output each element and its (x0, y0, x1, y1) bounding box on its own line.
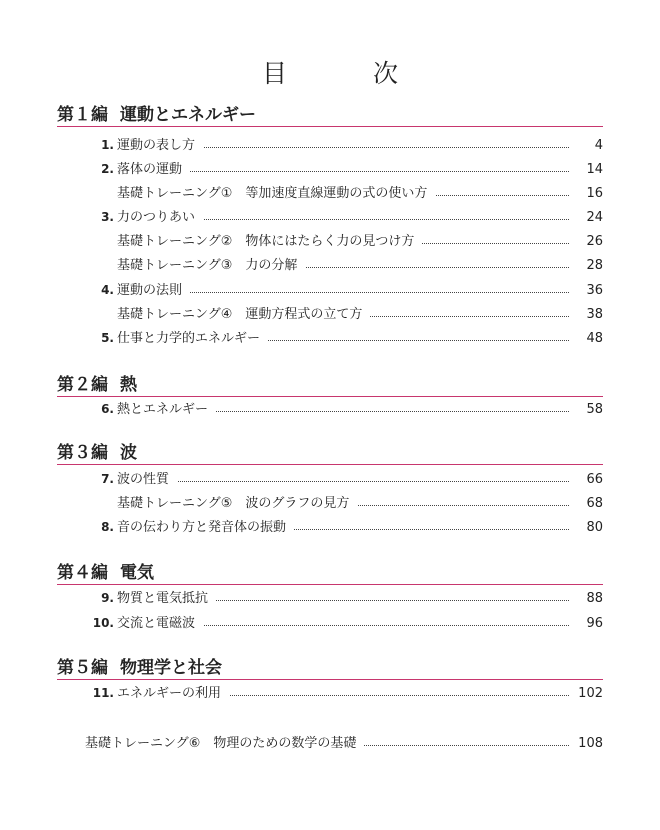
toc-entry[interactable] (90, 470, 603, 489)
toc-entry[interactable] (90, 329, 603, 348)
section-label: 第５編 (57, 658, 108, 678)
entry-number: 9. (101, 591, 114, 605)
entry-title: 落体の運動 (117, 160, 190, 179)
entry-title: 仕事と力学的エネルギー (117, 329, 268, 348)
entry-page: 96 (578, 614, 603, 633)
entry-title: 運動の表し方 (117, 136, 203, 155)
title-right: 次 (373, 59, 399, 88)
entry-title: 基礎トレーニング⑥ 物理のための数学の基礎 (85, 734, 364, 753)
entry-title: 力のつりあい (117, 208, 203, 227)
entry-number: 7. (101, 472, 114, 486)
section-name: 波 (120, 443, 137, 463)
toc-entry[interactable] (90, 305, 603, 324)
toc-appendix-entry[interactable] (85, 734, 603, 753)
section-label: 第３編 (57, 443, 108, 463)
entry-number: 8. (101, 520, 114, 534)
toc-entry[interactable] (90, 184, 603, 203)
section-header (57, 562, 603, 585)
entry-title: 基礎トレーニング② 物体にはたらく力の見つけ方 (117, 232, 422, 251)
toc-entry[interactable] (90, 136, 603, 155)
entry-title: 音の伝わり方と発音体の振動 (117, 518, 294, 537)
entry-number: 10. (92, 616, 114, 630)
entry-page: 26 (578, 232, 603, 251)
entry-page: 88 (578, 589, 603, 608)
toc-entry[interactable] (90, 614, 603, 633)
toc-entry[interactable] (90, 589, 603, 608)
entry-page: 38 (578, 305, 603, 324)
title-left: 目 (261, 59, 287, 88)
entry-page: 28 (578, 256, 603, 275)
dot-leader (130, 292, 569, 293)
entry-number: 11. (92, 686, 114, 700)
toc-entry[interactable] (90, 208, 603, 227)
section-name: 運動とエネルギー (120, 105, 256, 125)
entry-page: 24 (578, 208, 603, 227)
dot-leader (130, 171, 569, 172)
entry-page: 36 (578, 281, 603, 300)
entry-page: 66 (578, 470, 603, 489)
section-name: 熱 (120, 375, 137, 395)
toc-entry[interactable] (90, 400, 603, 419)
entry-title: 波の性質 (117, 470, 177, 489)
entry-page: 58 (578, 400, 603, 419)
entry-page: 102 (570, 684, 603, 703)
dot-leader (130, 481, 569, 482)
toc-entry[interactable] (90, 518, 603, 537)
entry-number: 4. (101, 283, 114, 297)
entry-number: 3. (101, 210, 114, 224)
page-title (0, 54, 660, 90)
entry-number: 6. (101, 402, 114, 416)
entry-title: 基礎トレーニング① 等加速度直線運動の式の使い方 (117, 184, 435, 203)
entry-number: 5. (101, 331, 114, 345)
toc-entry[interactable] (90, 494, 603, 513)
entry-title: エネルギーの利用 (117, 684, 229, 703)
section-label: 第４編 (57, 563, 108, 583)
toc-entry[interactable] (90, 160, 603, 179)
entry-page: 68 (578, 494, 603, 513)
entry-page: 14 (578, 160, 603, 179)
entry-number: 2. (101, 162, 114, 176)
entry-page: 4 (587, 136, 603, 155)
entry-title: 物質と電気抵抗 (117, 589, 216, 608)
toc-entry[interactable] (90, 232, 603, 251)
toc-entry[interactable] (90, 281, 603, 300)
entry-title: 基礎トレーニング④ 運動方程式の立て方 (117, 305, 370, 324)
section-header (57, 657, 603, 680)
section-header (57, 442, 603, 465)
section-name: 電気 (120, 563, 154, 583)
section-header (57, 104, 603, 127)
section-name: 物理学と社会 (120, 658, 222, 678)
section-header (57, 374, 603, 397)
entry-title: 交流と電磁波 (117, 614, 203, 633)
entry-page: 108 (570, 734, 603, 753)
entry-number: 1. (101, 138, 114, 152)
entry-title: 運動の法則 (117, 281, 190, 300)
entry-page: 48 (578, 329, 603, 348)
entry-title: 基礎トレーニング③ 力の分解 (117, 256, 305, 275)
toc-entry[interactable] (90, 684, 603, 703)
toc-entry[interactable] (90, 256, 603, 275)
entry-page: 16 (578, 184, 603, 203)
entry-page: 80 (578, 518, 603, 537)
section-label: 第２編 (57, 375, 108, 395)
entry-title: 熱とエネルギー (117, 400, 216, 419)
entry-title: 基礎トレーニング⑤ 波のグラフの見方 (117, 494, 357, 513)
section-label: 第１編 (57, 105, 108, 125)
